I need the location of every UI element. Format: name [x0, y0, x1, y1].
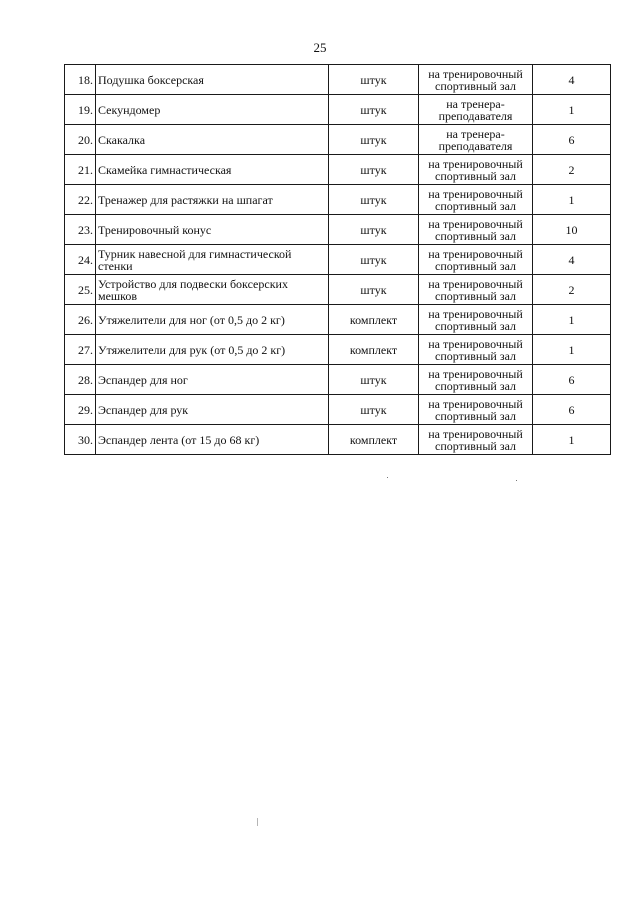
item-location-cell: на тренировочный спортивный зал [419, 395, 533, 425]
item-name-cell: Секундомер [96, 95, 329, 125]
item-location-cell: на тренировочный спортивный зал [419, 65, 533, 95]
table-row [65, 395, 611, 425]
equipment-table-body [65, 65, 611, 455]
unit-of-measure-cell: штук [329, 275, 419, 305]
unit-of-measure-cell: штук [329, 395, 419, 425]
unit-of-measure-cell: штук [329, 65, 419, 95]
item-name-cell: Турник навесной для гимнастической стенки [96, 245, 329, 275]
item-name-cell: Скамейка гимнастическая [96, 155, 329, 185]
equipment-table [64, 64, 611, 455]
table-row [65, 425, 611, 455]
table-row [65, 65, 611, 95]
item-location-cell: на тренировочный спортивный зал [419, 425, 533, 455]
quantity-cell: 2 [533, 155, 611, 185]
row-number-cell: 20. [65, 125, 96, 155]
item-location-cell: на тренировочный спортивный зал [419, 155, 533, 185]
table-row [65, 155, 611, 185]
unit-of-measure-cell: штук [329, 215, 419, 245]
row-number-cell: 30. [65, 425, 96, 455]
item-name-cell: Эспандер для рук [96, 395, 329, 425]
item-name-cell: Тренажер для растяжки на шпагат [96, 185, 329, 215]
row-number-cell: 18. [65, 65, 96, 95]
item-location-cell: на тренера-преподавателя [419, 125, 533, 155]
item-name-cell: Эспандер лента (от 15 до 68 кг) [96, 425, 329, 455]
quantity-cell: 1 [533, 425, 611, 455]
row-number-cell: 26. [65, 305, 96, 335]
table-row [65, 305, 611, 335]
unit-of-measure-cell: комплект [329, 425, 419, 455]
quantity-cell: 6 [533, 365, 611, 395]
scan-speck [387, 477, 388, 478]
quantity-cell: 4 [533, 65, 611, 95]
item-location-cell: на тренировочный спортивный зал [419, 275, 533, 305]
row-number-cell: 27. [65, 335, 96, 365]
unit-of-measure-cell: штук [329, 245, 419, 275]
table-row [65, 95, 611, 125]
unit-of-measure-cell: штук [329, 95, 419, 125]
quantity-cell: 10 [533, 215, 611, 245]
table-row [65, 215, 611, 245]
unit-of-measure-cell: штук [329, 155, 419, 185]
item-name-cell: Устройство для подвески боксерских мешков [96, 275, 329, 305]
quantity-cell: 1 [533, 305, 611, 335]
quantity-cell: 1 [533, 95, 611, 125]
row-number-cell: 23. [65, 215, 96, 245]
page-number: 25 [313, 40, 327, 55]
scan-mark [257, 818, 258, 826]
row-number-cell: 21. [65, 155, 96, 185]
row-number-cell: 24. [65, 245, 96, 275]
table-row [65, 245, 611, 275]
item-name-cell: Скакалка [96, 125, 329, 155]
quantity-cell: 2 [533, 275, 611, 305]
unit-of-measure-cell: комплект [329, 335, 419, 365]
item-name-cell: Тренировочный конус [96, 215, 329, 245]
unit-of-measure-cell: комплект [329, 305, 419, 335]
scan-speck [516, 480, 517, 481]
item-name-cell: Эспандер для ног [96, 365, 329, 395]
item-location-cell: на тренера-преподавателя [419, 95, 533, 125]
item-name-cell: Утяжелители для рук (от 0,5 до 2 кг) [96, 335, 329, 365]
item-location-cell: на тренировочный спортивный зал [419, 185, 533, 215]
item-location-cell: на тренировочный спортивный зал [419, 365, 533, 395]
quantity-cell: 1 [533, 185, 611, 215]
item-location-cell: на тренировочный спортивный зал [419, 245, 533, 275]
row-number-cell: 28. [65, 365, 96, 395]
quantity-cell: 6 [533, 125, 611, 155]
item-location-cell: на тренировочный спортивный зал [419, 335, 533, 365]
unit-of-measure-cell: штук [329, 185, 419, 215]
table-row [65, 365, 611, 395]
row-number-cell: 29. [65, 395, 96, 425]
row-number-cell: 25. [65, 275, 96, 305]
unit-of-measure-cell: штук [329, 125, 419, 155]
unit-of-measure-cell: штук [329, 365, 419, 395]
item-name-cell: Подушка боксерская [96, 65, 329, 95]
quantity-cell: 6 [533, 395, 611, 425]
item-location-cell: на тренировочный спортивный зал [419, 215, 533, 245]
quantity-cell: 4 [533, 245, 611, 275]
table-row [65, 335, 611, 365]
table-row [65, 125, 611, 155]
table-row [65, 185, 611, 215]
item-location-cell: на тренировочный спортивный зал [419, 305, 533, 335]
table-row [65, 275, 611, 305]
item-name-cell: Утяжелители для ног (от 0,5 до 2 кг) [96, 305, 329, 335]
row-number-cell: 22. [65, 185, 96, 215]
row-number-cell: 19. [65, 95, 96, 125]
quantity-cell: 1 [533, 335, 611, 365]
